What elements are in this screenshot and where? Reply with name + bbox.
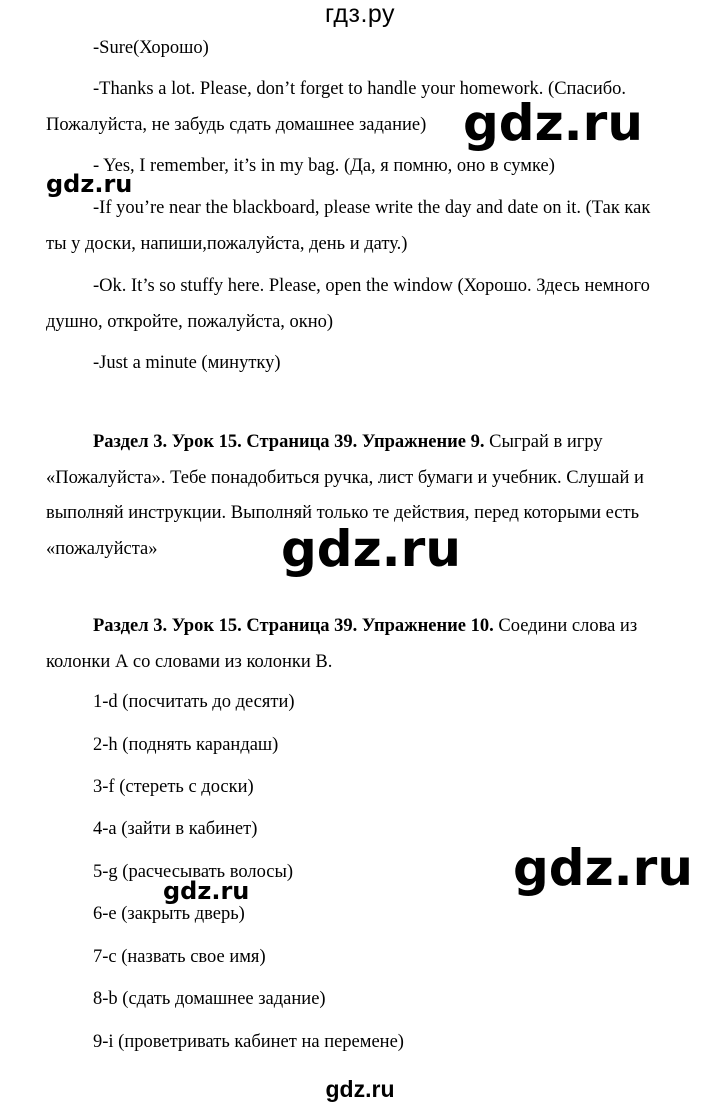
- exercise10-text-2: колонки А со словами из колонки В.: [46, 652, 333, 672]
- answer-item: 5-g (расчесывать волосы): [93, 862, 294, 882]
- watermark-large: gdz.ru: [513, 839, 693, 897]
- exercise10-heading: Раздел 3. Урок 15. Страница 39. Упражнение 10.: [93, 616, 494, 636]
- answer-item: 6-e (закрыть дверь): [93, 904, 245, 924]
- dialogue-line-4a: -If you’re near the blackboard, please write the day and date on it. (Так как: [93, 198, 651, 218]
- dialogue-line-2b: Пожалуйста, не забудь сдать домашнее задание): [46, 115, 427, 135]
- dialogue-line-3: - Yes, I remember, it’s in my bag. (Да, я помню, оно в сумке): [93, 156, 555, 176]
- dialogue-line-4b: ты у доски, напиши,пожалуйста, день и дату.): [46, 234, 408, 254]
- footer-watermark: gdz.ru: [325, 1076, 395, 1102]
- watermark-small: gdz.ru: [46, 170, 133, 198]
- answer-item: 8-b (сдать домашнее задание): [93, 989, 326, 1009]
- exercise9-text-2: «Пожалуйста». Тебе понадобиться ручка, лист бумаги и учебник. Слушай и: [46, 468, 644, 488]
- answer-item: 9-i (проветривать кабинет на перемене): [93, 1032, 404, 1052]
- exercise10-text-1: Соедини слова из: [493, 616, 638, 636]
- answer-item: 2-h (поднять карандаш): [93, 735, 279, 755]
- watermark-large: gdz.ru: [463, 94, 643, 152]
- header-watermark: гдз.ру: [324, 0, 396, 28]
- watermark-large: gdz.ru: [281, 520, 461, 578]
- dialogue-line-6: -Just a minute (минутку): [93, 353, 281, 373]
- answer-item: 3-f (стереть с доски): [93, 777, 254, 797]
- exercise9-first-line: [93, 431, 603, 453]
- dialogue-line-5a: -Ok. It’s so stuffy here. Please, open the window (Хорошо. Здесь немного: [93, 276, 650, 296]
- dialogue-line-1: -Sure(Хорошо): [93, 38, 209, 58]
- exercise9-text-3: выполняй инструкции. Выполняй только те действия, перед которыми есть: [46, 503, 640, 523]
- answer-item: 4-a (зайти в кабинет): [93, 819, 258, 839]
- answer-item: 7-c (назвать свое имя): [93, 947, 266, 967]
- exercise10-first-line: [93, 615, 637, 637]
- dialogue-line-5b: душно, откройте, пожалуйста, окно): [46, 312, 334, 332]
- dialogue-line-2a: -Thanks a lot. Please, don’t forget to handle your homework. (Спасибо.: [93, 79, 627, 99]
- exercise9-text-1: Сыграй в игру: [484, 432, 603, 452]
- exercise9-heading: Раздел 3. Урок 15. Страница 39. Упражнение 9.: [93, 432, 485, 452]
- watermark-small: gdz.ru: [163, 877, 250, 905]
- exercise9-text-4: «пожалуйста»: [46, 539, 158, 559]
- answer-item: 1-d (посчитать до десяти): [93, 692, 295, 712]
